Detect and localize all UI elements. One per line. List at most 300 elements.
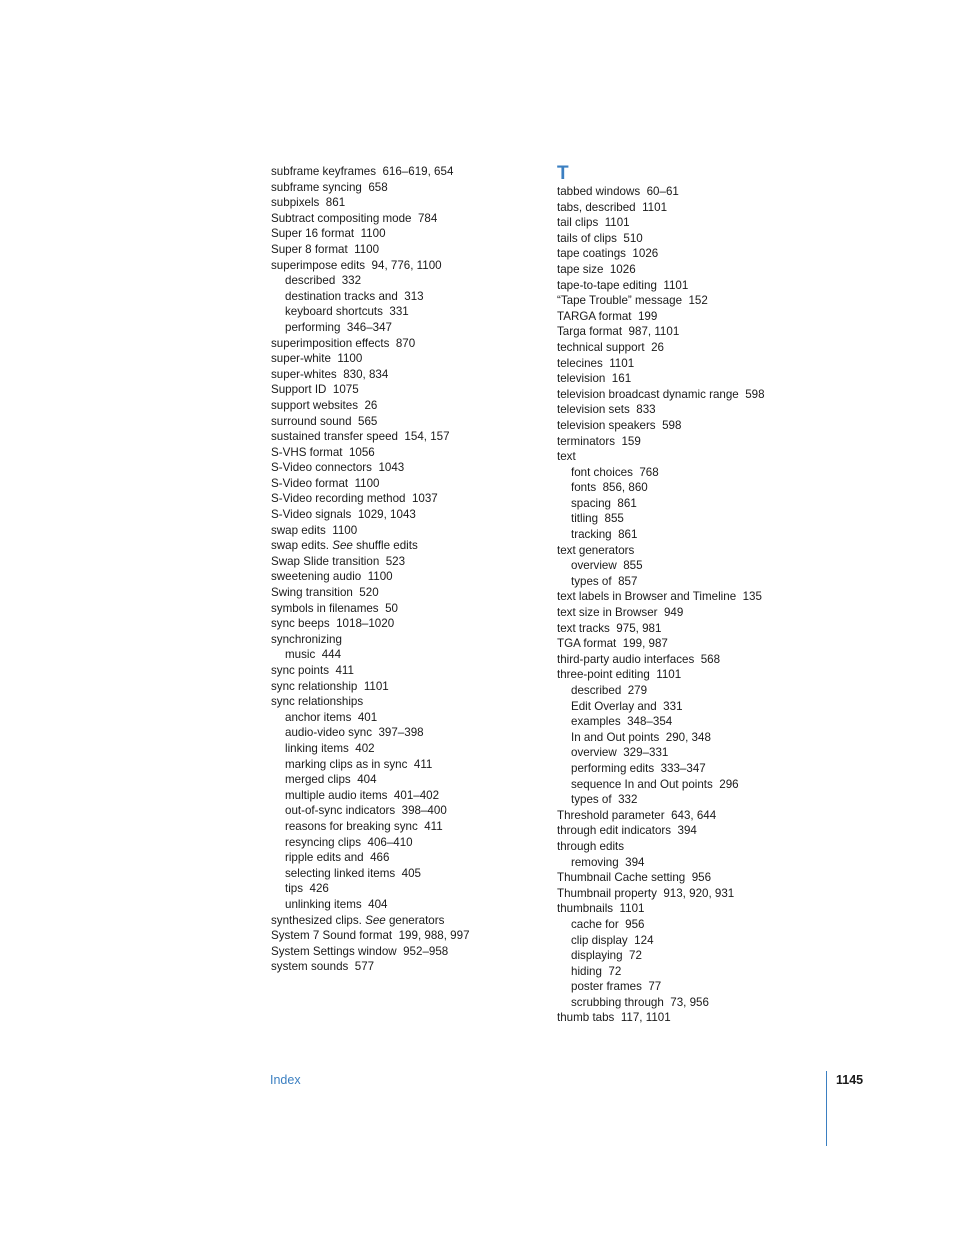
index-page-refs: 161 <box>611 372 632 386</box>
index-subentry <box>271 897 551 913</box>
index-subentry <box>557 730 837 746</box>
index-term: television speakers <box>557 418 656 432</box>
index-page-refs: 333–347 <box>660 761 706 775</box>
index-entry <box>271 476 551 492</box>
index-term: support websites <box>271 398 358 412</box>
index-term: ripple edits and <box>285 851 364 865</box>
index-entry <box>557 823 837 839</box>
index-entry <box>557 200 837 216</box>
index-entry <box>557 246 837 262</box>
index-entry <box>271 959 551 975</box>
index-term: overview <box>571 746 617 760</box>
index-page-refs: 1101 <box>363 679 389 693</box>
index-page-refs: 768 <box>639 465 659 479</box>
index-page-refs: 1056 <box>348 445 375 459</box>
index-term: terminators <box>557 434 615 448</box>
see-reference-target: generators <box>388 913 445 927</box>
index-entry <box>557 371 837 387</box>
index-page-refs: 1101 <box>642 200 668 214</box>
index-entry <box>271 242 551 258</box>
index-entry <box>557 231 837 247</box>
index-subentry <box>271 710 551 726</box>
index-page-refs: 1075 <box>332 383 359 397</box>
index-term: music <box>285 648 316 662</box>
index-page-refs: 956 <box>625 917 645 931</box>
index-subentry <box>557 761 837 777</box>
index-subentry <box>557 933 837 949</box>
index-entry <box>271 523 551 539</box>
index-subentry <box>557 745 837 761</box>
index-entry <box>557 652 837 668</box>
index-entry <box>557 839 837 855</box>
index-term: synchronizing <box>271 632 342 646</box>
index-entry <box>271 507 551 523</box>
index-term: superimpose edits <box>271 258 366 272</box>
index-page-refs: 857 <box>618 574 638 588</box>
index-entry <box>557 621 837 637</box>
see-reference-label: See <box>365 913 386 927</box>
index-subentry <box>271 866 551 882</box>
index-entry <box>271 398 551 414</box>
index-term: tails of clips <box>557 231 617 245</box>
index-entry <box>271 928 551 944</box>
index-entry <box>271 211 551 227</box>
index-entry <box>271 414 551 430</box>
index-subentry <box>271 788 551 804</box>
index-term: through edits <box>557 839 625 853</box>
index-page-refs: 402 <box>355 741 375 755</box>
index-page-refs: 565 <box>358 414 378 428</box>
index-term: sync relationship <box>271 679 358 693</box>
index-subentry <box>557 496 837 512</box>
index-entry <box>557 309 837 325</box>
index-term: removing <box>571 855 619 869</box>
index-page-refs: 1101 <box>656 668 682 682</box>
index-page-refs: 50 <box>385 601 398 615</box>
index-page-refs: 60–61 <box>646 185 679 198</box>
index-subentry <box>557 558 837 574</box>
index-term: out-of-sync indicators <box>285 804 396 818</box>
see-reference-target: shuffle edits <box>356 539 418 553</box>
index-page-refs: 956 <box>691 871 712 885</box>
index-term: types of <box>571 793 612 807</box>
index-page-refs: 154, 157 <box>404 430 450 444</box>
index-entry <box>557 886 837 902</box>
index-term: types of <box>571 574 612 588</box>
index-term: tape size <box>557 262 604 276</box>
index-term: text labels in Browser and Timeline <box>557 590 737 604</box>
index-page-refs: 77 <box>648 980 662 994</box>
index-page-refs: 152 <box>688 294 708 308</box>
index-page-refs: 72 <box>629 949 642 963</box>
index-term: S-Video signals <box>271 508 352 522</box>
index-page-refs: 658 <box>368 180 388 194</box>
index-term: unlinking items <box>285 897 362 911</box>
index-subentry <box>557 511 837 527</box>
index-page-refs: 913, 920, 931 <box>663 886 735 900</box>
index-term: described <box>285 274 336 288</box>
index-term: sync relationships <box>271 695 364 709</box>
index-page-refs: 861 <box>617 496 637 510</box>
index-page-refs: 331 <box>663 699 683 713</box>
index-term: merged clips <box>285 773 351 787</box>
index-term: scrubbing through <box>571 995 664 1009</box>
index-term: television sets <box>557 403 630 417</box>
index-entry <box>271 382 551 398</box>
footer-section-label: Index <box>270 1073 301 1087</box>
index-term: synthesized clips. <box>271 913 362 927</box>
index-page-refs: 26 <box>364 398 378 412</box>
index-term: reasons for breaking sync <box>285 819 418 833</box>
index-term: Super 8 format <box>271 242 348 256</box>
index-term: thumb tabs <box>557 1011 615 1025</box>
index-page-refs: 94, 776, 1100 <box>371 258 442 272</box>
index-entry <box>271 679 551 695</box>
index-entry <box>557 387 837 403</box>
index-term: technical support <box>557 340 645 354</box>
index-term: sync beeps <box>271 617 330 631</box>
index-entry <box>557 324 837 340</box>
index-term: TGA format <box>557 637 617 651</box>
index-page-refs: 1100 <box>337 352 363 366</box>
index-page-refs: 405 <box>401 866 421 880</box>
index-page-refs: 1100 <box>332 523 358 537</box>
index-entry <box>271 367 551 383</box>
index-term: S-VHS format <box>271 445 343 459</box>
index-entry <box>557 901 837 917</box>
index-entry <box>557 1010 837 1026</box>
index-subentry <box>271 819 551 835</box>
index-term: Thumbnail property <box>557 886 657 900</box>
index-term: spacing <box>571 496 611 510</box>
index-page-refs: 26 <box>651 340 665 354</box>
index-page-refs: 855 <box>604 512 624 526</box>
index-subentry <box>557 948 837 964</box>
index-term: S-Video connectors <box>271 461 372 475</box>
index-term: S-Video format <box>271 476 349 490</box>
index-term: Swap Slide transition <box>271 554 380 568</box>
index-term: through edit indicators <box>557 824 672 838</box>
index-page-refs: 510 <box>623 231 643 245</box>
index-subentry <box>271 835 551 851</box>
index-page-refs: 975, 981 <box>616 621 662 635</box>
index-term: S-Video recording method <box>271 492 406 506</box>
index-entry <box>271 336 551 352</box>
index-term: Subtract compositing mode <box>271 211 412 225</box>
index-entry <box>271 585 551 601</box>
index-subentry <box>271 803 551 819</box>
index-entry <box>271 913 551 929</box>
index-term: text tracks <box>557 621 610 635</box>
index-page-refs: 1026 <box>609 262 636 276</box>
index-term: text <box>557 450 576 464</box>
index-page-refs: 1101 <box>619 902 645 916</box>
index-page-refs: 72 <box>608 964 622 978</box>
index-term: TARGA format <box>557 309 632 323</box>
index-page-refs: 394 <box>625 855 645 869</box>
index-page-refs: 577 <box>354 960 375 974</box>
index-entry <box>557 589 837 605</box>
index-subentry <box>557 574 837 590</box>
index-term: sustained transfer speed <box>271 430 398 444</box>
index-term: Swing transition <box>271 586 353 600</box>
index-subentry <box>557 792 837 808</box>
index-page-refs: 1100 <box>360 227 386 241</box>
index-subentry <box>557 995 837 1011</box>
index-term: television <box>557 372 606 386</box>
index-page-refs: 397–398 <box>378 726 424 740</box>
index-page-refs: 1100 <box>367 570 393 584</box>
index-term: linking items <box>285 741 349 755</box>
index-entry <box>271 944 551 960</box>
index-page-refs: 73, 956 <box>670 995 709 1009</box>
index-term: television broadcast dynamic range <box>557 387 739 401</box>
index-term: In and Out points <box>571 730 660 744</box>
index-page-refs: 856, 860 <box>602 481 648 495</box>
index-subentry <box>557 683 837 699</box>
index-page-refs: 290, 348 <box>665 730 711 744</box>
index-page-refs: 406–410 <box>367 835 413 849</box>
index-column-left <box>271 164 551 975</box>
index-page-refs: 332 <box>341 274 362 288</box>
index-page-refs: 159 <box>621 434 641 448</box>
index-term: Thumbnail Cache setting <box>557 871 686 885</box>
index-entry <box>271 538 551 554</box>
index-entry <box>557 605 837 621</box>
index-page-refs: 331 <box>389 305 409 319</box>
index-term: sweetening audio <box>271 570 362 584</box>
index-page-refs: 598 <box>745 387 765 401</box>
index-page-refs: 124 <box>634 933 654 947</box>
index-entry <box>557 543 837 559</box>
index-term: tail clips <box>557 216 599 230</box>
index-subentry <box>557 777 837 793</box>
index-term: described <box>571 684 622 697</box>
index-page-refs: 520 <box>359 586 379 600</box>
index-term: displaying <box>571 949 623 963</box>
index-term: keyboard shortcuts <box>285 305 383 319</box>
index-page-refs: 135 <box>742 590 762 604</box>
index-term: thumbnails <box>557 902 614 916</box>
index-term: sequence In and Out points <box>571 777 713 791</box>
index-entry <box>557 870 837 886</box>
index-page-refs: 411 <box>413 757 433 771</box>
index-subentry <box>557 917 837 933</box>
index-term: swap edits. <box>271 539 329 553</box>
index-term: tracking <box>571 528 612 542</box>
index-entry <box>557 262 837 278</box>
index-entry <box>557 356 837 372</box>
index-entry <box>557 449 837 465</box>
index-term: audio-video sync <box>285 726 373 740</box>
index-subentry <box>271 850 551 866</box>
index-entry <box>271 445 551 461</box>
index-term: text generators <box>557 543 635 557</box>
index-entry <box>557 434 837 450</box>
index-page-refs: 1101 <box>604 216 630 230</box>
index-page-refs: 404 <box>368 897 388 911</box>
index-term: System 7 Sound format <box>271 929 393 943</box>
index-page-refs: 949 <box>663 606 684 620</box>
index-term: third-party audio interfaces <box>557 652 695 666</box>
index-entry <box>271 554 551 570</box>
index-page-refs: 598 <box>662 418 682 432</box>
index-page-refs: 199 <box>637 309 658 323</box>
index-page-refs: 348–354 <box>627 715 673 729</box>
index-page-refs: 1029, 1043 <box>357 508 416 522</box>
page-number: 1145 <box>836 1073 864 1087</box>
index-entry <box>271 694 551 710</box>
index-page-refs: 1100 <box>354 476 380 490</box>
index-term: tabbed windows <box>557 185 641 198</box>
index-term: Threshold parameter <box>557 808 665 822</box>
index-entry <box>271 601 551 617</box>
index-term: performing <box>285 320 341 334</box>
index-entry <box>271 663 551 679</box>
index-term: tips <box>285 882 304 896</box>
index-page-refs: 830, 834 <box>343 367 389 381</box>
index-term: Targa format <box>557 325 623 339</box>
index-term: titling <box>571 512 599 526</box>
index-page-refs: 987, 1101 <box>628 325 680 339</box>
index-subentry <box>271 289 551 305</box>
index-entry <box>271 258 551 274</box>
index-page-refs: 1101 <box>663 278 689 292</box>
index-entry <box>271 616 551 632</box>
index-page-refs: 1101 <box>609 356 635 370</box>
index-subentry <box>271 725 551 741</box>
index-term: telecines <box>557 356 603 370</box>
index-page-refs: 426 <box>309 882 329 896</box>
index-page-refs: 1026 <box>632 247 659 261</box>
index-term: subpixels <box>271 196 320 210</box>
index-page-refs: 861 <box>618 528 638 542</box>
index-term: fonts <box>571 481 597 495</box>
index-term: cache for <box>571 917 619 931</box>
index-term: system sounds <box>271 960 349 974</box>
index-entry <box>557 402 837 418</box>
index-entry <box>557 418 837 434</box>
index-page-refs: 313 <box>404 289 424 303</box>
index-entry <box>271 491 551 507</box>
index-entry <box>271 195 551 211</box>
index-entry <box>271 226 551 242</box>
index-subentry <box>557 964 837 980</box>
index-subentry <box>271 741 551 757</box>
see-reference-label: See <box>332 539 353 553</box>
index-page-refs: 952–958 <box>403 944 449 958</box>
index-entry <box>557 278 837 294</box>
index-page-refs: 1100 <box>354 242 380 256</box>
index-page-refs: 404 <box>357 773 377 787</box>
index-term: three-point editing <box>557 668 650 682</box>
index-term: performing edits <box>571 761 655 775</box>
index-subentry <box>271 881 551 897</box>
index-subentry <box>557 714 837 730</box>
index-page-refs: 855 <box>623 559 643 573</box>
index-page-refs: 332 <box>618 793 638 807</box>
index-term: subframe syncing <box>271 180 362 194</box>
index-term: multiple audio items <box>285 788 388 802</box>
index-subentry <box>557 699 837 715</box>
index-term: superimposition effects <box>271 336 390 350</box>
index-term: subframe keyframes <box>271 165 377 178</box>
index-term: Super 16 format <box>271 227 355 241</box>
index-term: symbols in filenames <box>271 601 379 615</box>
index-term: swap edits <box>271 523 326 537</box>
index-page-refs: 199, 987 <box>622 637 668 651</box>
index-term: selecting linked items <box>285 866 396 880</box>
index-subentry <box>271 320 551 336</box>
index-entry <box>271 429 551 445</box>
index-page-refs: 568 <box>700 652 721 666</box>
index-page-refs: 523 <box>385 554 406 568</box>
index-term: hiding <box>571 964 602 978</box>
index-term: overview <box>571 559 617 573</box>
index-page-refs: 394 <box>677 824 697 838</box>
index-subentry <box>557 855 837 871</box>
index-term: super-white <box>271 352 331 366</box>
index-term: clip display <box>571 933 628 947</box>
index-page-refs: 444 <box>321 648 342 662</box>
index-term: Edit Overlay and <box>571 699 657 713</box>
index-subentry <box>557 979 837 995</box>
index-page-refs: 401 <box>357 710 378 724</box>
index-subentry <box>557 480 837 496</box>
index-term: anchor items <box>285 710 352 724</box>
index-page-refs: 296 <box>719 777 739 791</box>
index-page-refs: 1018–1020 <box>336 617 395 631</box>
index-subentry <box>271 273 551 289</box>
index-page-refs: 861 <box>325 196 346 210</box>
index-term: marking clips as in sync <box>285 757 408 771</box>
index-subentry <box>557 527 837 543</box>
index-subentry <box>271 772 551 788</box>
index-page-refs: 784 <box>417 211 438 225</box>
footer-divider <box>826 1071 827 1146</box>
index-entry <box>271 569 551 585</box>
index-page-refs: 411 <box>335 664 354 677</box>
index-term: poster frames <box>571 980 642 994</box>
index-subentry <box>557 465 837 481</box>
index-entry <box>271 632 551 648</box>
index-page-refs: 117, 1101 <box>620 1011 671 1025</box>
index-term: text size in Browser <box>557 606 658 620</box>
index-term: examples <box>571 715 621 729</box>
index-entry <box>271 180 551 196</box>
index-page-refs: 616–619, 654 <box>382 165 454 178</box>
index-entry <box>271 460 551 476</box>
index-term: Support ID <box>271 383 327 397</box>
index-entry <box>557 636 837 652</box>
index-page-refs: 833 <box>636 403 656 417</box>
index-term: “Tape Trouble” message <box>557 294 683 308</box>
index-page-refs: 398–400 <box>401 804 447 818</box>
index-page-refs: 1043 <box>378 461 405 475</box>
index-entry <box>557 667 837 683</box>
index-entry <box>557 293 837 309</box>
index-term: tape-to-tape editing <box>557 278 657 292</box>
index-entry <box>557 808 837 824</box>
index-page-refs: 466 <box>370 851 390 865</box>
section-letter: T <box>557 163 569 184</box>
index-subentry <box>271 757 551 773</box>
index-page-refs: 411 <box>424 819 443 833</box>
index-entry <box>557 215 837 231</box>
index-term: resyncing clips <box>285 835 362 849</box>
index-term: tape coatings <box>557 247 626 261</box>
index-term: tabs, described <box>557 200 636 214</box>
